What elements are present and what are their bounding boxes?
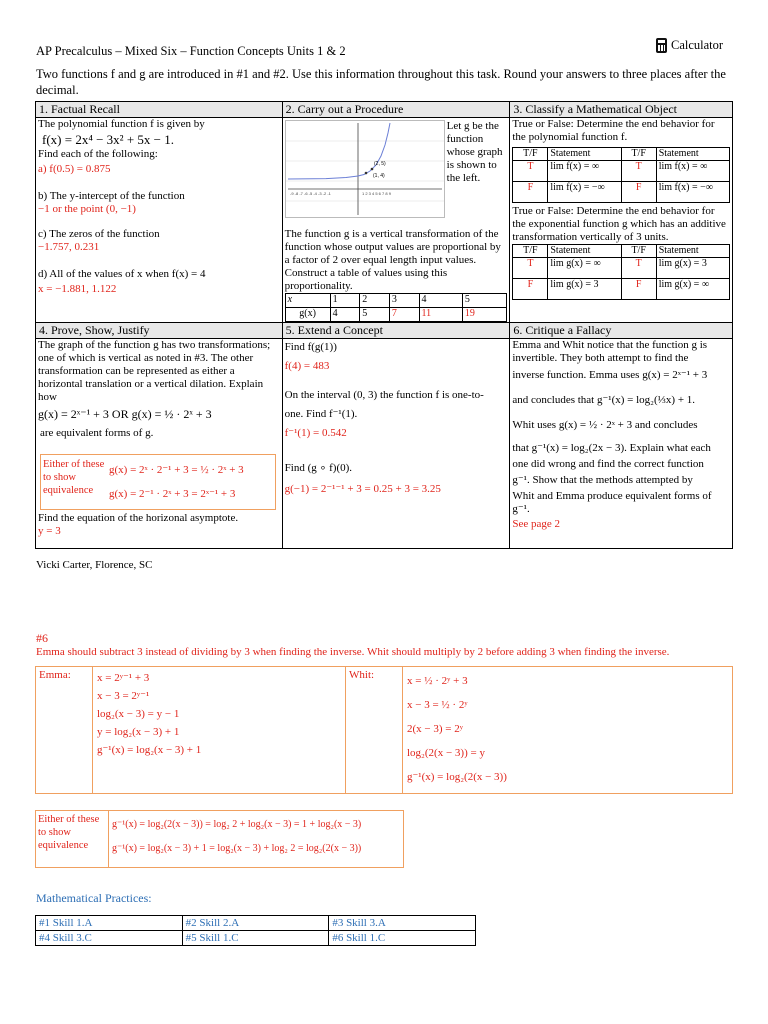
x-value: 2 [360,294,390,308]
prove-text: The graph of the function g has two transformations; one of which is vertical as noted in #3. The other transformation can be represented as either a horizontal translation or a vertical dilation. Explain how [38,339,271,403]
answer-2: f⁻¹(1) = 0.542 [284,427,347,439]
step: g⁻¹(x) = log₂(x − 3) + 1 [97,744,202,756]
answer: −1.757, 0.231 [38,241,100,253]
step: log₂(2(x − 3)) = y [407,747,485,759]
values-table [285,293,508,322]
statement: lim f(x) = ∞ [548,161,621,182]
text: Whit and Emma produce equivalent forms of [512,490,712,502]
cell-extend-concept [282,323,510,549]
text: invertible. They both attempt to find the [512,352,689,364]
g-value: 4 [330,308,360,322]
practice-cell: #5 Skill 1.C [182,931,329,946]
g-header: g(x) [285,308,330,322]
tf-header: T/F [621,245,656,258]
asymptote-question: Find the equation of the horizonal asymptote. [38,512,239,524]
answer: a) f(0.5) = 0.875 [38,163,111,175]
cell-heading: 2. Carry out a Procedure [283,102,510,118]
practices-title: Mathematical Practices: [36,891,152,905]
text: The polynomial function f is given by [38,118,205,130]
emma-steps [93,667,346,794]
text: one did wrong and find the correct function [512,458,704,470]
answer: See page 2 [512,518,561,530]
point-1-4 [364,172,367,175]
cell-carry-out-procedure [282,102,510,323]
svg-text:1 2 3 4 5 6 7 8 9: 1 2 3 4 5 6 7 8 9 [361,191,391,196]
calculator-indicator [656,38,723,53]
graph-svg [286,121,444,217]
tf-header: T/F [621,148,656,161]
whit-steps [403,667,733,794]
text: Emma and Whit notice that the function g is [512,339,708,351]
graph-description: Let g be the function whose graph is shown to the left. [446,120,503,184]
statement: lim f(x) = −∞ [656,182,729,203]
step: log₂(x − 3) = y − 1 [97,708,180,720]
tf-answer: F [513,279,548,300]
step: 2(x − 3) = 2ʸ [407,723,463,735]
equivalence-box [40,454,276,510]
x-value: 3 [389,294,419,308]
statement-header: Statement [548,245,621,258]
g-value: 19 [462,308,506,322]
g-curve [288,123,390,179]
tf-answer: T [513,161,548,182]
tf-answer: T [621,161,656,182]
statement: lim g(x) = 3 [548,279,621,300]
practice-cell: #4 Skill 3.C [36,931,183,946]
answer: −1 or the point (0, −1) [38,203,136,215]
statement: lim g(x) = ∞ [548,258,621,279]
cell-factual-recall [36,102,283,323]
box-label: Either of these to show equivalence [36,811,109,867]
step: g⁻¹(x) = log₂(2(x − 3)) [407,771,507,783]
question-f: True or False: Determine the end behavior for the polynomial function f. [512,118,715,143]
practice-cell: #3 Skill 3.A [329,916,476,931]
question-3: Find (g ∘ f)(0). [284,462,353,474]
solution-table [35,666,733,794]
part-a [38,163,280,176]
cell-heading: 4. Prove, Show, Justify [36,323,282,339]
practice-cell: #2 Skill 2.A [182,916,329,931]
step: x = ½ · 2ʸ + 3 [407,675,468,687]
equivalence-1: g(x) = 2ˣ · 2⁻¹ + 3 = ½ · 2ˣ + 3 [109,464,244,476]
whit-label-cell [346,667,403,794]
cell-prove-show-justify [36,323,283,549]
question-2: On the interval (0, 3) the function f is one-to- [284,389,484,401]
inverse-equivalence-box [35,810,404,868]
emma-label-cell [36,667,93,794]
task-grid [35,101,733,549]
equivalent-forms: g(x) = 2ˣ⁻¹ + 3 OR g(x) = ½ · 2ˣ + 3 [38,407,212,421]
x-value: 4 [419,294,462,308]
part-c: c) The zeros of the function [38,228,160,240]
text: that g⁻¹(x) = log₂(2x − 3). Explain what each [512,442,711,454]
text: g⁻¹. Show that the methods attempted by [512,474,693,486]
step: x = 2ʸ⁻¹ + 3 [97,672,150,684]
calculator-icon [656,38,667,53]
statement-header: Statement [548,148,621,161]
answer: x = −1.881, 1.122 [38,283,117,295]
text: Find each of the following: [38,148,158,160]
part-b: b) The y-intercept of the function [38,190,185,202]
question-1: Find f(g(1)) [284,341,337,353]
part-d: d) All of the values of x when f(x) = 4 [38,268,206,280]
formula: f(x) = 2x⁴ − 3x² + 5x − 1. [42,132,174,147]
page-title: AP Precalculus – Mixed Six – Function Concepts Units 1 & 2 [36,44,346,58]
g-value: 5 [360,308,390,322]
whit-label: Whit: [349,669,375,681]
end-behavior-table-g [512,244,730,300]
text: Whit uses g(x) = ½ · 2ˣ + 3 and concludes [512,419,698,431]
tf-answer: F [621,182,656,203]
question-2-cont: one. Find f⁻¹(1). [284,408,358,420]
x-header: x [285,294,330,308]
solution-label: #6 [36,631,48,645]
practice-cell: #6 Skill 1.C [329,931,476,946]
intro-text: Two functions f and g are introduced in #1 and #2. Use this information throughout this task. Round your answers to three places after the decimal. [36,67,726,97]
label-1-4: (1, 4) [372,173,385,179]
x-value: 5 [462,294,506,308]
statement: lim g(x) = 3 [656,258,729,279]
step: x − 3 = 2ʸ⁻¹ [97,690,150,702]
g-value: 7 [389,308,419,322]
step: y = log₂(x − 3) + 1 [97,726,180,738]
answer-1: f(4) = 483 [284,360,330,372]
cell-heading: 1. Factual Recall [36,102,282,118]
practice-cell: #1 Skill 1.A [36,916,183,931]
tf-header: T/F [513,148,548,161]
cell-heading: 3. Classify a Mathematical Object [510,102,732,118]
prove-text-tail: are equivalent forms of g. [40,427,154,439]
procedure-text: The function g is a vertical transformation of the function whose output values are proportional by a factor of 2 over equal length input values. Construct a table of values using this proportionality. [284,228,501,292]
tf-answer: F [621,279,656,300]
label-2-5: (2, 5) [373,161,386,167]
solution-summary: Emma should subtract 3 instead of dividing by 3 when finding the inverse. Whit should multiply by 2 before adding 3 when finding the inverse. [36,646,670,658]
statement: lim g(x) = ∞ [656,279,729,300]
statement: lim f(x) = −∞ [548,182,621,203]
inverse-equivalence-2: g⁻¹(x) = log₂(x − 3) + 1 = log₂(x − 3) + log₂ 2 = log₂(2(x − 3)) [112,843,362,854]
statement: lim f(x) = ∞ [656,161,729,182]
calculator-label: Calculator [671,38,724,52]
emma-label: Emma: [39,669,71,681]
equivalence-2: g(x) = 2⁻¹ · 2ˣ + 3 = 2ˣ⁻¹ + 3 [109,488,236,500]
cell-heading: 6. Critique a Fallacy [510,323,732,339]
g-value: 11 [419,308,462,322]
practices-table [35,915,476,946]
end-behavior-table-f [512,147,730,203]
function-graph [285,120,445,218]
question-g: True or False: Determine the end behavior for the exponential function g which has an additive transformation vertically of 3 units. [512,205,726,243]
text: g⁻¹. [512,503,530,515]
text: and concludes that g⁻¹(x) = log₂(⅓x) + 1. [512,394,696,406]
cell-classify-object [510,102,733,323]
cell-heading: 5. Extend a Concept [283,323,510,339]
text: inverse function. Emma uses g(x) = 2ˣ⁻¹ + 3 [512,369,708,381]
tf-answer: T [513,258,548,279]
svg-text:-9 -8 -7 -6 -5 -4 -3 -2 -1: -9 -8 -7 -6 -5 -4 -3 -2 -1 [289,191,331,196]
point-2-5 [370,168,373,171]
tf-header: T/F [513,245,548,258]
cell-critique-fallacy [510,323,733,549]
box-label: Either of these to show equivalence [43,459,105,496]
x-value: 1 [330,294,360,308]
statement-header: Statement [656,148,729,161]
inverse-equivalence-1: g⁻¹(x) = log₂(2(x − 3)) = log₂ 2 + log₂(x − 3) = 1 + log₂(x − 3) [112,819,362,830]
statement-header: Statement [656,245,729,258]
tf-answer: F [513,182,548,203]
asymptote-answer: y = 3 [38,525,61,537]
answer-3: g(−1) = 2⁻¹⁻¹ + 3 = 0.25 + 3 = 3.25 [284,483,441,495]
author-credit: Vicki Carter, Florence, SC [36,559,153,571]
tf-answer: T [621,258,656,279]
step: x − 3 = ½ · 2ʸ [407,699,468,711]
